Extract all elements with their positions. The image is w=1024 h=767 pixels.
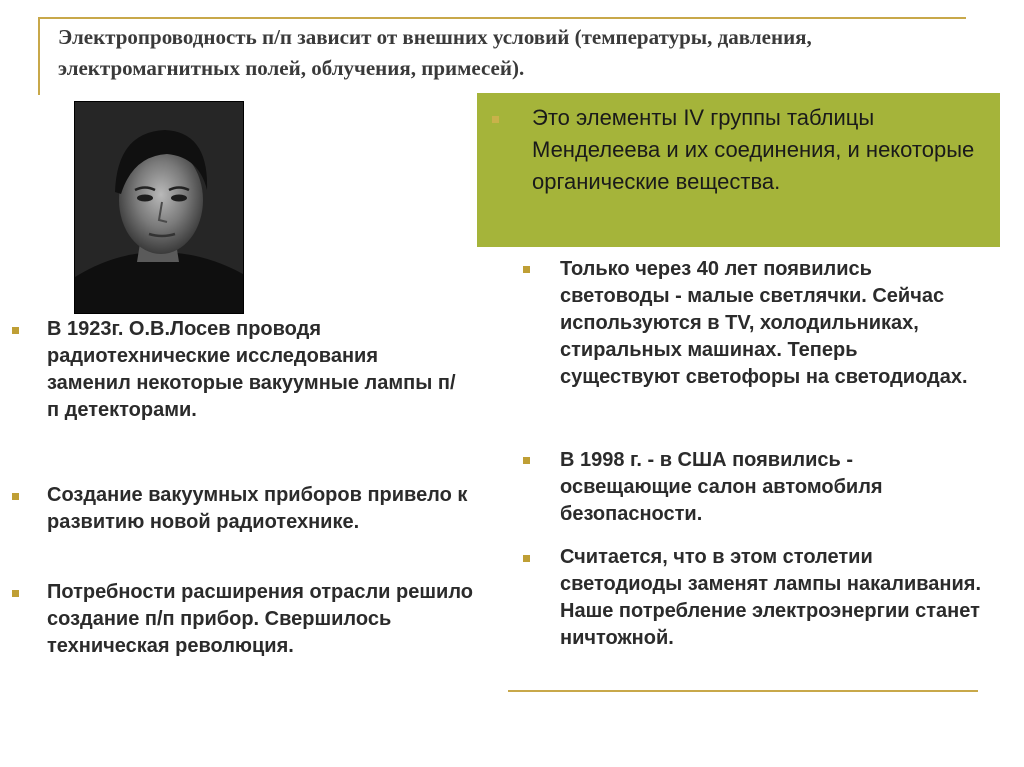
bullet-icon [492, 116, 499, 123]
left-item-2: Создание вакуумных приборов привело к развитию новой радиотехнике. [47, 484, 468, 533]
bullet-icon [523, 266, 530, 273]
left-rule [38, 17, 40, 95]
portrait-photo [74, 101, 244, 314]
bullet-icon [12, 590, 19, 597]
bullet-icon [12, 493, 19, 500]
bottom-rule [508, 690, 978, 692]
left-item-1: В 1923г. О.В.Лосев проводя радиотехнические исследования заменил некоторые вакуумные лампы п/п детекторами. [47, 318, 456, 421]
bullet-icon [523, 555, 530, 562]
right-item-2: В 1998 г. - в США появились - освещающие салон автомобиля безопасности. [560, 449, 883, 525]
left-item-3: Потребности расширения отрасли решило создание п/п прибор. Свершилось техническая революция. [47, 581, 473, 657]
bullet-icon [12, 327, 19, 334]
right-item-3: Считается, что в этом столетии светодиоды заменят лампы накаливания. Наше потребление электроэнергии станет ничтожной. [560, 546, 982, 649]
highlight-box-text: Это элементы IV группы таблицы Менделеева и их соединения, и некоторые органические вещества. [532, 105, 975, 194]
right-item-1: Только через 40 лет появились световоды - малые светлячки. Сейчас используются в TV, холодильниках, стиральных машинах. Теперь существуют светофоры на светодиодах. [560, 258, 968, 388]
bullet-icon [523, 457, 530, 464]
slide-title: Электропроводность п/п зависит от внешних условий (температуры, давления, электромагнитных полей, облучения, примесей). [58, 25, 812, 80]
top-rule [38, 17, 966, 19]
